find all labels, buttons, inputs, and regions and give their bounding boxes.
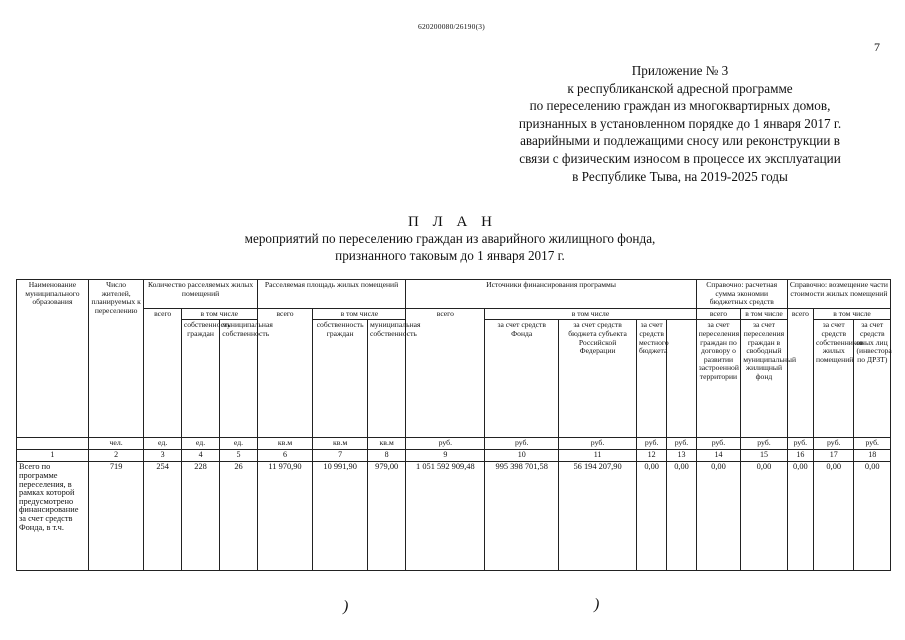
value-col-14: 0,00 bbox=[696, 462, 741, 571]
unit-cell: руб. bbox=[559, 438, 637, 450]
header-funding-total: всего bbox=[406, 308, 485, 438]
appendix-line: аварийными и подлежащими сносу или реконструкции в bbox=[520, 133, 840, 149]
column-number: 3 bbox=[144, 450, 181, 462]
plan-subtitle bbox=[140, 230, 760, 264]
value-col-16: 0,00 bbox=[787, 462, 813, 571]
value-rooms-own: 228 bbox=[181, 462, 219, 571]
value-funding-total: 1 051 592 909,48 bbox=[406, 462, 485, 571]
header-funding-fund: за счет средств Фонда bbox=[485, 320, 559, 438]
column-number: 5 bbox=[220, 450, 257, 462]
header-rooms-including: в том числе bbox=[181, 308, 257, 320]
header-area-group: Расселяемая площадь жилых помещений bbox=[257, 280, 406, 309]
column-number: 10 bbox=[485, 450, 559, 462]
unit-cell: руб. bbox=[637, 438, 667, 450]
plan-title: П Л А Н bbox=[408, 214, 497, 230]
column-number-row bbox=[17, 450, 891, 462]
unit-cell: руб. bbox=[787, 438, 813, 450]
column-number: 11 bbox=[559, 450, 637, 462]
value-funding-subject: 56 194 207,90 bbox=[559, 462, 637, 571]
unit-cell: руб. bbox=[667, 438, 696, 450]
appendix-line: Приложение № 3 bbox=[631, 63, 729, 78]
header-refund-including: в том числе bbox=[814, 308, 891, 320]
value-col-15: 0,00 bbox=[741, 462, 788, 571]
header-area-including: в том числе bbox=[313, 308, 406, 320]
header-ref-budget-group: Справочно: расчетная сумма экономии бюджетных средств bbox=[696, 280, 787, 309]
handwritten-mark: ) bbox=[343, 598, 349, 615]
header-rooms-own: собственность граждан bbox=[181, 320, 219, 438]
value-area-municipal: 979,00 bbox=[367, 462, 405, 571]
header-budget-total: всего bbox=[696, 308, 741, 320]
header-budget-dev-agreement: за счет переселения граждан по договору о развитии застроенной территории bbox=[696, 320, 741, 438]
header-rooms-total: всего bbox=[144, 308, 181, 438]
plan-subtitle-line: мероприятий по переселению граждан из аварийного жилищного фонда, bbox=[244, 231, 656, 246]
column-number: 18 bbox=[854, 450, 891, 462]
header-municipality: Наименование муниципального образования bbox=[17, 280, 89, 438]
total-row-label: Всего по программе переселения, в рамках которой предусмотрено финансирование за счет средств Фонда, в т.ч. bbox=[17, 462, 89, 571]
value-rooms-total: 254 bbox=[144, 462, 181, 571]
units-row bbox=[17, 438, 891, 450]
unit-cell: руб. bbox=[485, 438, 559, 450]
header-refund-owners: за счет средств собственников жилых помещений bbox=[814, 320, 854, 438]
unit-cell: руб. bbox=[741, 438, 788, 450]
column-number: 9 bbox=[406, 450, 485, 462]
column-number: 6 bbox=[257, 450, 313, 462]
column-number: 2 bbox=[88, 450, 144, 462]
value-area-own: 10 991,90 bbox=[313, 462, 368, 571]
appendix-line: связи с физическим износом в процессе их эксплуатации bbox=[519, 150, 841, 166]
column-number: 7 bbox=[313, 450, 368, 462]
column-number: 1 bbox=[17, 450, 89, 462]
value-col-18: 0,00 bbox=[854, 462, 891, 571]
page-number: 7 bbox=[874, 40, 880, 54]
table-row-total bbox=[17, 462, 891, 571]
value-area-total: 11 970,90 bbox=[257, 462, 313, 571]
unit-cell: кв.м bbox=[367, 438, 405, 450]
unit-cell: кв.м bbox=[257, 438, 313, 450]
document-code: 620200080/26190(3) bbox=[418, 22, 485, 31]
value-col-12: 0,00 bbox=[637, 462, 667, 571]
column-number: 12 bbox=[637, 450, 667, 462]
value-col-17: 0,00 bbox=[814, 462, 854, 571]
unit-cell: руб. bbox=[854, 438, 891, 450]
unit-cell: кв.м bbox=[313, 438, 368, 450]
unit-cell: ед. bbox=[144, 438, 181, 450]
unit-cell: руб. bbox=[406, 438, 485, 450]
header-rooms-group: Количество расселяемых жилых помещений bbox=[144, 280, 257, 309]
column-number: 17 bbox=[814, 450, 854, 462]
unit-cell bbox=[17, 438, 89, 450]
column-number: 8 bbox=[367, 450, 405, 462]
appendix-line: в Республике Тыва, на 2019-2025 годы bbox=[572, 168, 788, 184]
unit-cell: ед. bbox=[181, 438, 219, 450]
appendix-line: признанных в установленном порядке до 1 января 2017 г. bbox=[518, 115, 842, 131]
column-number: 15 bbox=[741, 450, 788, 462]
header-funding-subject: за счет средств бюджета субъекта Российской Федерации bbox=[559, 320, 637, 438]
value-col-13: 0,00 bbox=[667, 462, 696, 571]
header-funding-group: Источники финансирования программы bbox=[406, 280, 696, 309]
column-number: 4 bbox=[181, 450, 219, 462]
header-refund-other: за счет средств иных лиц (инвестора по ДРЗТ) bbox=[854, 320, 891, 438]
column-number: 13 bbox=[667, 450, 696, 462]
unit-cell: руб. bbox=[814, 438, 854, 450]
appendix-line: к республиканской адресной программе bbox=[567, 80, 793, 96]
plan-subtitle-line: признанного таковым до 1 января 2017 г. bbox=[335, 248, 565, 263]
header-residents: Число жителей, планируемых к переселению bbox=[88, 280, 144, 438]
unit-cell: ед. bbox=[220, 438, 257, 450]
header-funding-local: за счет средств местного бюджета bbox=[637, 320, 667, 438]
unit-cell: чел. bbox=[88, 438, 144, 450]
value-rooms-municipal: 26 bbox=[220, 462, 257, 571]
header-ref-refund-group: Справочно: возмещение части стоимости жилых помещений bbox=[787, 280, 890, 309]
handwritten-mark: ) bbox=[594, 596, 600, 613]
header-area-municipal: муниципальная собственность bbox=[367, 320, 405, 438]
header-area-own: собственность граждан bbox=[313, 320, 368, 438]
header-funding-blank bbox=[667, 320, 696, 438]
header-refund-total: всего bbox=[787, 308, 813, 438]
appendix-line: по переселению граждан из многоквартирных домов, bbox=[529, 98, 831, 114]
header-rooms-municipal: муниципальная собственность bbox=[220, 320, 257, 438]
unit-cell: руб. bbox=[696, 438, 741, 450]
column-number: 16 bbox=[787, 450, 813, 462]
header-area-total: всего bbox=[257, 308, 313, 438]
value-funding-fund: 995 398 701,58 bbox=[485, 462, 559, 571]
appendix-header bbox=[470, 62, 890, 185]
resettlement-plan-table bbox=[16, 279, 891, 571]
value-residents: 719 bbox=[88, 462, 144, 571]
header-budget-free-municipal: за счет переселения граждан в свободный муниципальный жилищный фонд bbox=[741, 320, 788, 438]
header-budget-including: в том числе bbox=[741, 308, 788, 320]
column-number: 14 bbox=[696, 450, 741, 462]
header-funding-including: в том числе bbox=[485, 308, 696, 320]
